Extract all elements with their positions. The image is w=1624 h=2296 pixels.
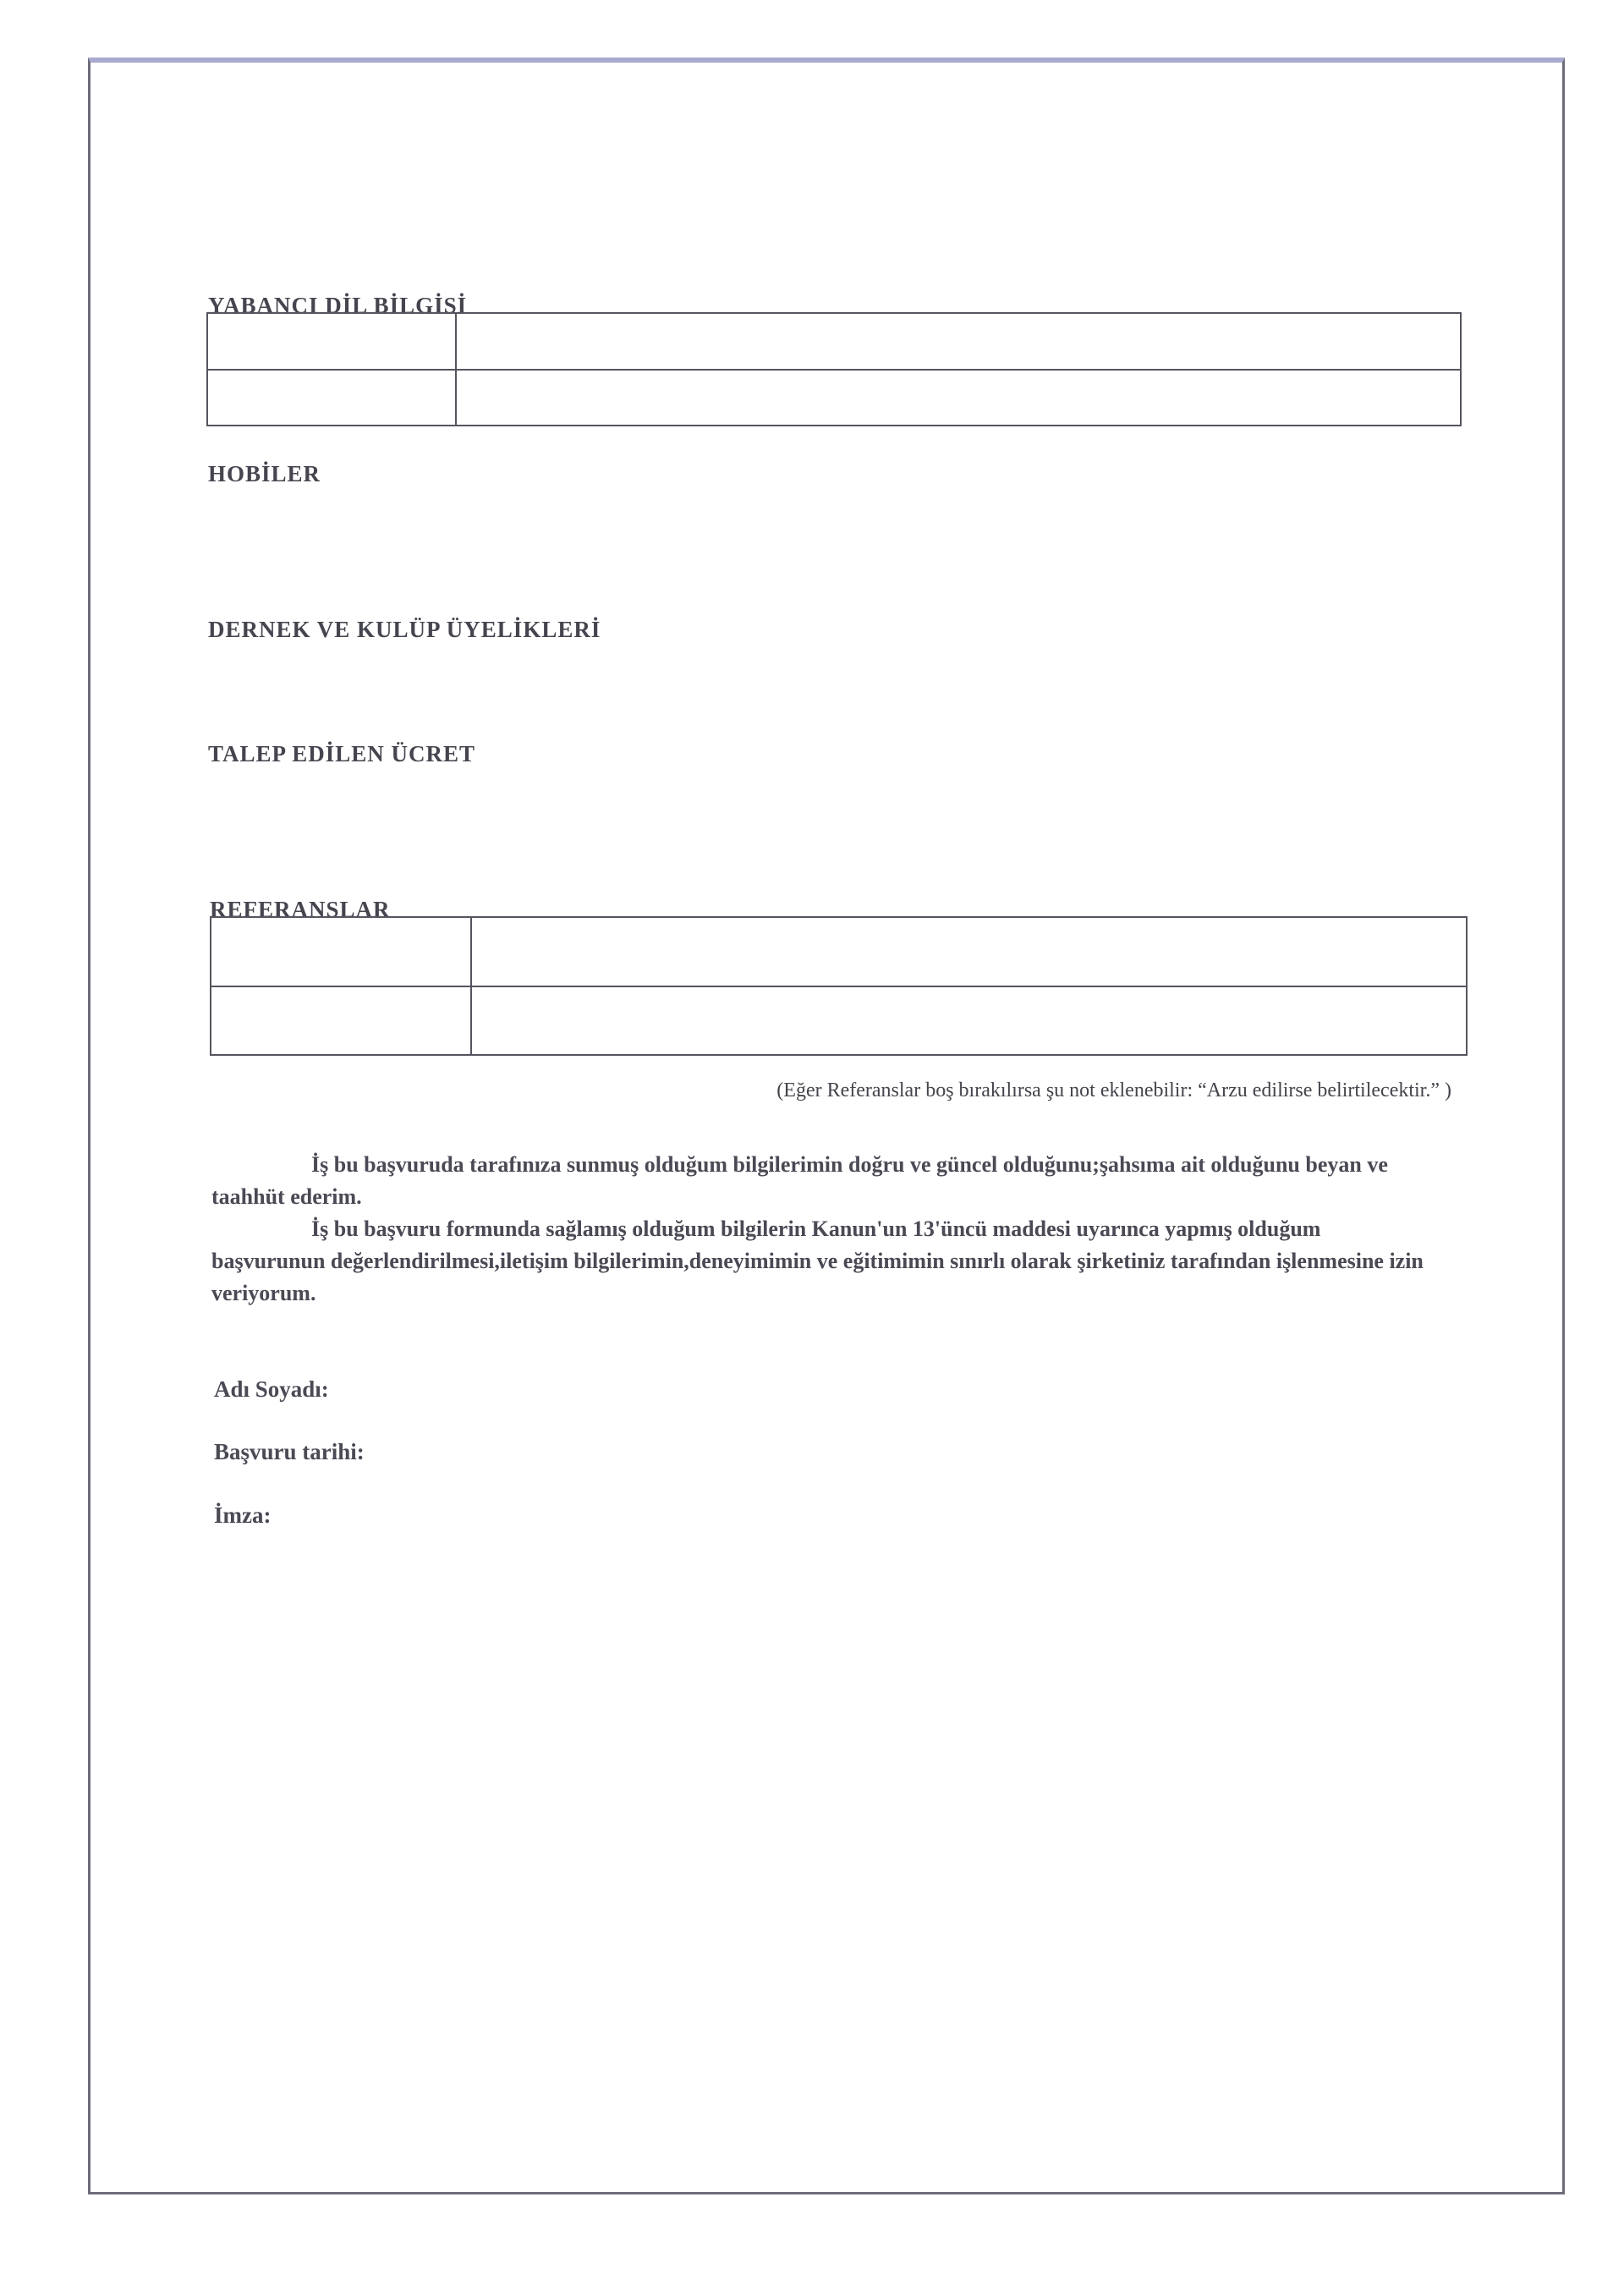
references-note: (Eğer Referanslar boş bırakılırsa şu not eklenebilir: “Arzu edilirse belirtilecektir.” ) [776,1079,1451,1101]
hobbies-heading: HOBİLER [208,461,321,486]
references-table [210,916,1468,1056]
references-heading: REFERANSLAR [210,897,391,922]
table-cell[interactable] [211,917,471,986]
name-label: Adı Soyadı: [214,1376,329,1402]
declaration-paragraph-1: İş bu başvuruda tarafınıza sunmuş olduğum bilgilerimin doğru ve güncel olduğunu;şahsıma ait olduğunu beyan ve taahhüt ederim. [211,1152,1388,1209]
table-cell[interactable] [207,370,456,426]
table-cell[interactable] [211,986,471,1056]
table-cell[interactable] [456,313,1461,370]
requested-salary-heading: TALEP EDİLEN ÜCRET [208,741,476,766]
signature-label: İmza: [214,1502,272,1528]
memberships-heading: DERNEK VE KULÜP ÜYELİKLERİ [208,617,601,642]
foreign-language-table [206,312,1462,426]
declaration-paragraph-2: İş bu başvuru formunda sağlamış olduğum bilgilerin Kanun'un 13'üncü maddesi uyarınca yapmış olduğum başvurunun değerlendirilmesi,iletişim bilgilerimin,deneyimimin ve eğitimimin sınırlı olarak şirketiniz tarafından işlenmesine izin veriyorum. [211,1217,1424,1305]
table-cell[interactable] [207,313,456,370]
foreign-language-heading: YABANCI DİL BİLGİSİ [208,293,468,318]
table-cell[interactable] [471,986,1467,1056]
table-cell[interactable] [456,370,1461,426]
table-cell[interactable] [471,917,1467,986]
application-date-label: Başvuru tarihi: [214,1439,365,1464]
